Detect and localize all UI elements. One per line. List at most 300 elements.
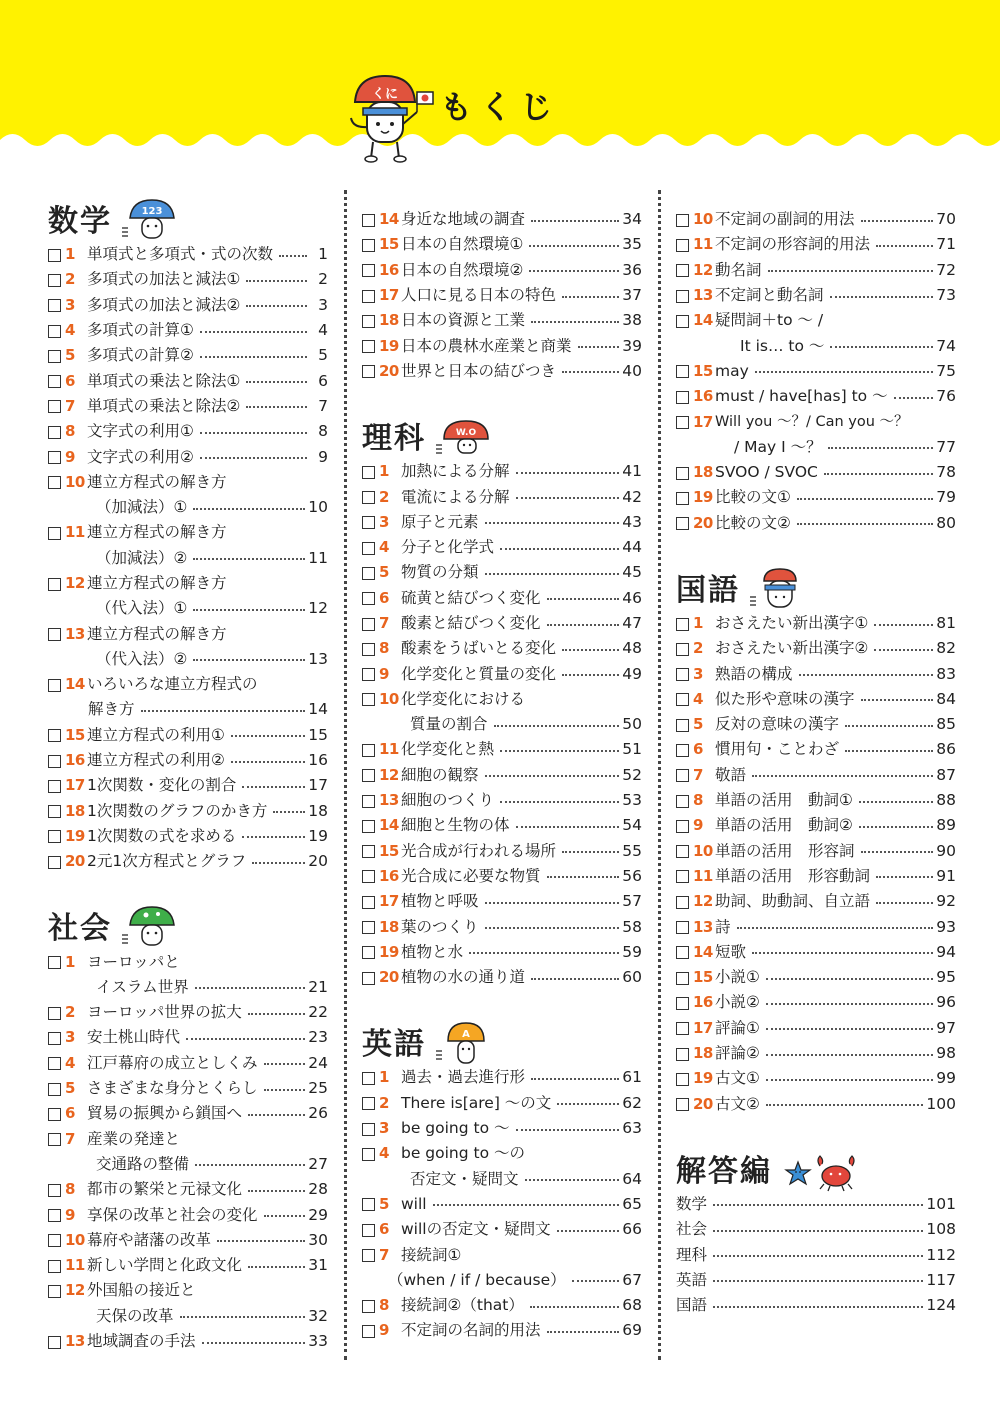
- toc-item[interactable]: [48, 1202, 328, 1227]
- page-number: 84: [936, 689, 956, 708]
- toc-item-continued[interactable]: [362, 712, 642, 737]
- toc-item[interactable]: [48, 748, 328, 773]
- checkbox[interactable]: [362, 870, 375, 883]
- item-title: 単項式と多項式・式の次数: [87, 245, 274, 264]
- toc-item[interactable]: [676, 788, 956, 813]
- toc-item[interactable]: [48, 799, 328, 824]
- toc-item[interactable]: [48, 1076, 328, 1101]
- item-title: 植物と呼吸: [401, 892, 479, 911]
- checkbox[interactable]: [362, 693, 375, 706]
- checkbox[interactable]: [362, 668, 375, 681]
- item-number: 9: [379, 1321, 389, 1340]
- toc-item[interactable]: [362, 940, 642, 965]
- toc-item[interactable]: [676, 712, 956, 737]
- toc-item[interactable]: [362, 586, 642, 611]
- toc-item[interactable]: [676, 914, 956, 939]
- dot-leader: [200, 331, 307, 333]
- toc-item[interactable]: [676, 308, 956, 333]
- checkbox[interactable]: [676, 315, 689, 328]
- checkbox[interactable]: [676, 972, 689, 985]
- item-title: be going to ～: [401, 1119, 510, 1138]
- toc-item[interactable]: [48, 1228, 328, 1253]
- item-number: 11: [693, 866, 713, 885]
- checkbox[interactable]: [676, 264, 689, 277]
- item-title: / May I ～？: [734, 437, 822, 456]
- toc-item[interactable]: [676, 990, 956, 1015]
- checkbox[interactable]: [48, 1083, 61, 1096]
- page-number: 92: [936, 892, 956, 911]
- checkbox[interactable]: [676, 1098, 689, 1111]
- answer-item[interactable]: [676, 1293, 956, 1318]
- checkbox[interactable]: [48, 856, 61, 869]
- checkbox[interactable]: [48, 1234, 61, 1247]
- checkbox[interactable]: [48, 274, 61, 287]
- checkbox[interactable]: [48, 805, 61, 818]
- toc-item[interactable]: [676, 511, 956, 536]
- dot-leader: [195, 1164, 305, 1166]
- toc-item[interactable]: [362, 763, 642, 788]
- toc-item[interactable]: [362, 864, 642, 889]
- dot-leader: [737, 927, 934, 929]
- dot-leader: [248, 1013, 306, 1015]
- toc-item[interactable]: [362, 737, 642, 762]
- toc-item[interactable]: [362, 1192, 642, 1217]
- item-title: 光合成に必要な物質: [401, 866, 541, 885]
- toc-item-continued[interactable]: [48, 596, 328, 621]
- checkbox[interactable]: [48, 1007, 61, 1020]
- checkbox[interactable]: [676, 214, 689, 227]
- checkbox[interactable]: [48, 729, 61, 742]
- dot-leader: [485, 573, 620, 575]
- toc-item-continued[interactable]: [362, 1268, 642, 1293]
- toc-item[interactable]: [676, 1092, 956, 1117]
- item-number: 9: [65, 447, 75, 466]
- dot-leader: [547, 624, 620, 626]
- dot-leader: [797, 523, 933, 525]
- toc-item[interactable]: [48, 1101, 328, 1126]
- toc-item[interactable]: [48, 824, 328, 849]
- toc-item[interactable]: [48, 949, 328, 974]
- checkbox[interactable]: [48, 1336, 61, 1349]
- checkbox[interactable]: [362, 820, 375, 833]
- toc-item[interactable]: [362, 1318, 642, 1343]
- toc-item[interactable]: [48, 343, 328, 368]
- section-title-answers: 解答編: [676, 1153, 772, 1189]
- checkbox[interactable]: [48, 476, 61, 489]
- checkbox[interactable]: [48, 1285, 61, 1298]
- toc-item[interactable]: [362, 788, 642, 813]
- checkbox[interactable]: [48, 628, 61, 641]
- checkbox[interactable]: [676, 239, 689, 252]
- toc-item[interactable]: [48, 368, 328, 393]
- toc-item[interactable]: [48, 470, 328, 495]
- toc-item[interactable]: [362, 889, 642, 914]
- checkbox[interactable]: [362, 1300, 375, 1313]
- toc-item[interactable]: [48, 849, 328, 874]
- checkbox[interactable]: [676, 467, 689, 480]
- checkbox[interactable]: [362, 921, 375, 934]
- checkbox[interactable]: [362, 491, 375, 504]
- checkbox[interactable]: [362, 744, 375, 757]
- toc-item[interactable]: [48, 1025, 328, 1050]
- toc-item[interactable]: [48, 773, 328, 798]
- checkbox[interactable]: [48, 400, 61, 413]
- toc-item-continued[interactable]: [48, 1304, 328, 1329]
- checkbox[interactable]: [676, 896, 689, 909]
- page-number: 85: [936, 715, 956, 734]
- page-number: 64: [622, 1169, 642, 1188]
- item-number: 9: [65, 1205, 75, 1224]
- checkbox[interactable]: [362, 290, 375, 303]
- toc-item[interactable]: [676, 485, 956, 510]
- page-number: 17: [308, 776, 328, 795]
- checkbox[interactable]: [676, 668, 689, 681]
- toc-item[interactable]: [676, 661, 956, 686]
- checkbox[interactable]: [48, 1209, 61, 1222]
- toc-item[interactable]: [362, 661, 642, 686]
- toc-item[interactable]: [676, 687, 956, 712]
- checkbox[interactable]: [48, 1108, 61, 1121]
- toc-item[interactable]: [362, 1091, 642, 1116]
- checkbox[interactable]: [48, 375, 61, 388]
- item-title: 接続詞②（that）: [401, 1296, 524, 1315]
- toc-item[interactable]: [676, 839, 956, 864]
- checkbox[interactable]: [48, 299, 61, 312]
- checkbox[interactable]: [48, 325, 61, 338]
- checkbox[interactable]: [676, 820, 689, 833]
- item-title: 熟語の構成: [715, 664, 793, 683]
- checkbox[interactable]: [48, 249, 61, 262]
- item-number: 8: [65, 422, 75, 441]
- checkbox[interactable]: [676, 517, 689, 530]
- item-number: 12: [65, 574, 85, 592]
- checkbox[interactable]: [362, 643, 375, 656]
- toc-item[interactable]: [48, 293, 328, 318]
- toc-item-continued[interactable]: [676, 435, 956, 460]
- checkbox[interactable]: [676, 795, 689, 808]
- toc-item[interactable]: [676, 1066, 956, 1091]
- checkbox[interactable]: [362, 542, 375, 555]
- checkbox[interactable]: [362, 1072, 375, 1085]
- toc-item[interactable]: [676, 232, 956, 257]
- answer-item[interactable]: [676, 1217, 956, 1242]
- item-title: 日本の自然環境②: [401, 260, 524, 279]
- checkbox[interactable]: [362, 1224, 375, 1237]
- toc-item[interactable]: [362, 308, 642, 333]
- item-number: 16: [379, 866, 399, 885]
- checkbox[interactable]: [362, 1123, 375, 1136]
- toc-item-continued[interactable]: [676, 333, 956, 358]
- checkbox[interactable]: [48, 527, 61, 540]
- toc-item[interactable]: [48, 1000, 328, 1025]
- toc-item[interactable]: [362, 636, 642, 661]
- item-number: 8: [379, 1296, 389, 1315]
- checkbox[interactable]: [48, 679, 61, 692]
- toc-item[interactable]: [362, 560, 642, 585]
- toc-item[interactable]: [676, 763, 956, 788]
- toc-item[interactable]: [676, 864, 956, 889]
- item-title: 加熱による分解: [401, 462, 510, 481]
- page-number: 39: [622, 336, 642, 355]
- toc-item[interactable]: [362, 510, 642, 535]
- toc-item[interactable]: [362, 687, 642, 712]
- toc-item[interactable]: [676, 258, 956, 283]
- toc-item[interactable]: [48, 444, 328, 469]
- toc-item[interactable]: [48, 571, 328, 596]
- checkbox[interactable]: [676, 290, 689, 303]
- toc-item[interactable]: [362, 232, 642, 257]
- toc-item[interactable]: [676, 207, 956, 232]
- checkbox[interactable]: [362, 315, 375, 328]
- page-number: 76: [936, 387, 956, 406]
- toc-item[interactable]: [48, 267, 328, 292]
- toc-item[interactable]: [48, 419, 328, 444]
- column-divider: [658, 190, 661, 1360]
- checkbox[interactable]: [362, 1148, 375, 1161]
- checkbox[interactable]: [48, 956, 61, 969]
- item-number: 7: [379, 1245, 389, 1264]
- checkbox[interactable]: [48, 426, 61, 439]
- checkbox[interactable]: [676, 921, 689, 934]
- toc-item[interactable]: [48, 723, 328, 748]
- toc-item[interactable]: [362, 1065, 642, 1090]
- toc-item[interactable]: [676, 460, 956, 485]
- toc-item[interactable]: [362, 1141, 642, 1166]
- checkbox[interactable]: [676, 1048, 689, 1061]
- checkbox[interactable]: [362, 769, 375, 782]
- checkbox[interactable]: [676, 769, 689, 782]
- checkbox[interactable]: [48, 1184, 61, 1197]
- item-title: 不定詞と動名詞: [715, 286, 824, 305]
- checkbox[interactable]: [676, 391, 689, 404]
- toc-item[interactable]: [48, 1253, 328, 1278]
- checkbox[interactable]: [676, 719, 689, 732]
- toc-item[interactable]: [362, 359, 642, 384]
- checkbox[interactable]: [48, 1260, 61, 1273]
- checkbox[interactable]: [362, 567, 375, 580]
- toc-item[interactable]: [362, 839, 642, 864]
- checkbox[interactable]: [362, 1325, 375, 1338]
- toc-item[interactable]: [362, 333, 642, 358]
- checkbox[interactable]: [362, 946, 375, 959]
- page-number: 57: [622, 892, 642, 911]
- page-number: 47: [622, 614, 642, 632]
- checkbox[interactable]: [362, 1198, 375, 1211]
- page-number: 32: [308, 1306, 328, 1325]
- toc-item[interactable]: [676, 1041, 956, 1066]
- toc-item-continued[interactable]: [362, 1167, 642, 1192]
- page-number: 67: [622, 1270, 642, 1289]
- toc-item[interactable]: [676, 889, 956, 914]
- social-list-continued: [362, 207, 642, 384]
- item-title: 交通路の整備: [96, 1154, 190, 1173]
- checkbox[interactable]: [48, 830, 61, 843]
- answer-item[interactable]: [676, 1268, 956, 1293]
- checkbox[interactable]: [362, 896, 375, 909]
- checkbox[interactable]: [362, 466, 375, 479]
- dot-leader: [861, 220, 934, 222]
- toc-item[interactable]: [362, 283, 642, 308]
- checkbox[interactable]: [676, 416, 689, 429]
- toc-item[interactable]: [676, 359, 956, 384]
- toc-item-continued[interactable]: [48, 1152, 328, 1177]
- section-header-science: [362, 409, 642, 459]
- page-number: 83: [936, 664, 956, 683]
- checkbox[interactable]: [362, 264, 375, 277]
- checkbox[interactable]: [48, 350, 61, 363]
- toc-item[interactable]: [362, 258, 642, 283]
- english-list-continued: [676, 207, 956, 536]
- toc-item[interactable]: [676, 636, 956, 661]
- item-number: 11: [693, 235, 713, 254]
- checkbox[interactable]: [48, 755, 61, 768]
- checkbox[interactable]: [676, 744, 689, 757]
- toc-item[interactable]: [362, 813, 642, 838]
- checkbox[interactable]: [48, 578, 61, 591]
- toc-item[interactable]: [362, 1116, 642, 1141]
- item-number: 2: [379, 487, 389, 506]
- checkbox[interactable]: [676, 492, 689, 505]
- checkbox[interactable]: [676, 1073, 689, 1086]
- item-title: Will you ～？/ Can you ～？: [715, 413, 909, 430]
- item-title: 多項式の加法と減法①: [87, 270, 241, 289]
- toc-item[interactable]: [48, 318, 328, 343]
- checkbox[interactable]: [362, 1249, 375, 1262]
- toc-item[interactable]: [676, 283, 956, 308]
- page-number: 108: [926, 1220, 956, 1239]
- checkbox[interactable]: [362, 516, 375, 529]
- toc-item[interactable]: [362, 1293, 642, 1318]
- toc-item[interactable]: [676, 409, 956, 434]
- checkbox[interactable]: [362, 214, 375, 227]
- item-title: 単語の活用 動詞②: [715, 816, 853, 835]
- toc-item[interactable]: [676, 611, 956, 636]
- checkbox[interactable]: [48, 451, 61, 464]
- toc-item[interactable]: [676, 737, 956, 762]
- toc-item[interactable]: [48, 1177, 328, 1202]
- toc-item[interactable]: [676, 965, 956, 990]
- page-number: 30: [308, 1230, 328, 1249]
- answer-item[interactable]: [676, 1242, 956, 1267]
- page-number: 100: [926, 1094, 956, 1113]
- page-number: 124: [926, 1296, 956, 1315]
- toc-item[interactable]: [676, 940, 956, 965]
- toc-item[interactable]: [48, 1278, 328, 1303]
- item-title: 詩: [715, 917, 731, 936]
- toc-item[interactable]: [362, 535, 642, 560]
- toc-item[interactable]: [362, 611, 642, 636]
- checkbox[interactable]: [362, 618, 375, 631]
- item-title: 江戸幕府の成立としくみ: [87, 1053, 258, 1072]
- dot-leader: [529, 245, 619, 247]
- toc-item[interactable]: [48, 1329, 328, 1354]
- answer-item[interactable]: [676, 1192, 956, 1217]
- checkbox[interactable]: [676, 365, 689, 378]
- dot-leader: [830, 296, 934, 298]
- item-number: 19: [379, 336, 399, 355]
- toc-item-continued[interactable]: [48, 975, 328, 1000]
- toc-item[interactable]: [362, 207, 642, 232]
- item-number: 12: [693, 892, 713, 911]
- page-number: 101: [926, 1194, 956, 1213]
- toc-item[interactable]: [362, 484, 642, 509]
- toc-item[interactable]: [48, 672, 328, 697]
- mushroom-mascot-with-flag-icon: [345, 72, 435, 164]
- toc-item[interactable]: [48, 394, 328, 419]
- item-number: 10: [379, 689, 399, 708]
- english-mascot-text: A: [462, 1029, 470, 1041]
- item-title: （代入法）①: [96, 599, 188, 618]
- toc-item[interactable]: [48, 520, 328, 545]
- dot-leader: [193, 508, 305, 510]
- checkbox[interactable]: [362, 972, 375, 985]
- toc-item[interactable]: [362, 914, 642, 939]
- checkbox[interactable]: [48, 1057, 61, 1070]
- dot-leader: [231, 761, 305, 763]
- science-mascot-text: W.O: [455, 428, 477, 439]
- page-number: 6: [318, 371, 328, 390]
- toc-item-continued[interactable]: [48, 697, 328, 722]
- checkbox[interactable]: [362, 845, 375, 858]
- dot-leader: [195, 987, 306, 989]
- checkbox[interactable]: [676, 618, 689, 631]
- checkbox[interactable]: [676, 997, 689, 1010]
- toc-item[interactable]: [362, 1217, 642, 1242]
- page-number: 16: [308, 751, 328, 770]
- checkbox[interactable]: [676, 643, 689, 656]
- toc-item-continued[interactable]: [48, 495, 328, 520]
- item-number: 1: [65, 952, 75, 971]
- dot-leader: [845, 725, 933, 727]
- checkbox[interactable]: [362, 340, 375, 353]
- dot-leader: [828, 447, 934, 449]
- checkbox[interactable]: [362, 365, 375, 378]
- toc-item-continued[interactable]: [48, 647, 328, 672]
- checkbox[interactable]: [676, 693, 689, 706]
- item-title: （代入法）②: [96, 649, 188, 668]
- checkbox[interactable]: [676, 946, 689, 959]
- item-title: 不定詞の形容詞的用法: [715, 235, 871, 254]
- item-title: 英語: [676, 1270, 708, 1289]
- checkbox[interactable]: [48, 1032, 61, 1045]
- page-number: 117: [926, 1270, 956, 1289]
- checkbox[interactable]: [676, 870, 689, 883]
- checkbox[interactable]: [48, 1133, 61, 1146]
- toc-item[interactable]: [48, 1051, 328, 1076]
- checkbox[interactable]: [362, 795, 375, 808]
- toc-item[interactable]: [48, 1127, 328, 1152]
- dot-leader: [562, 371, 619, 373]
- toc-item[interactable]: [362, 1242, 642, 1267]
- toc-item[interactable]: [362, 965, 642, 990]
- item-number: 17: [379, 286, 399, 305]
- item-title: 助詞、助動詞、自立語: [715, 892, 871, 911]
- toc-item[interactable]: [48, 621, 328, 646]
- toc-item[interactable]: [362, 459, 642, 484]
- toc-item[interactable]: [676, 813, 956, 838]
- checkbox[interactable]: [48, 780, 61, 793]
- item-title: 日本の資源と工業: [401, 311, 526, 330]
- toc-item[interactable]: [676, 384, 956, 409]
- checkbox[interactable]: [676, 845, 689, 858]
- toc-item[interactable]: [48, 242, 328, 267]
- checkbox[interactable]: [362, 592, 375, 605]
- checkbox[interactable]: [362, 1097, 375, 1110]
- checkbox[interactable]: [676, 1022, 689, 1035]
- toc-item-continued[interactable]: [48, 546, 328, 571]
- checkbox[interactable]: [362, 239, 375, 252]
- toc-item[interactable]: [676, 1016, 956, 1041]
